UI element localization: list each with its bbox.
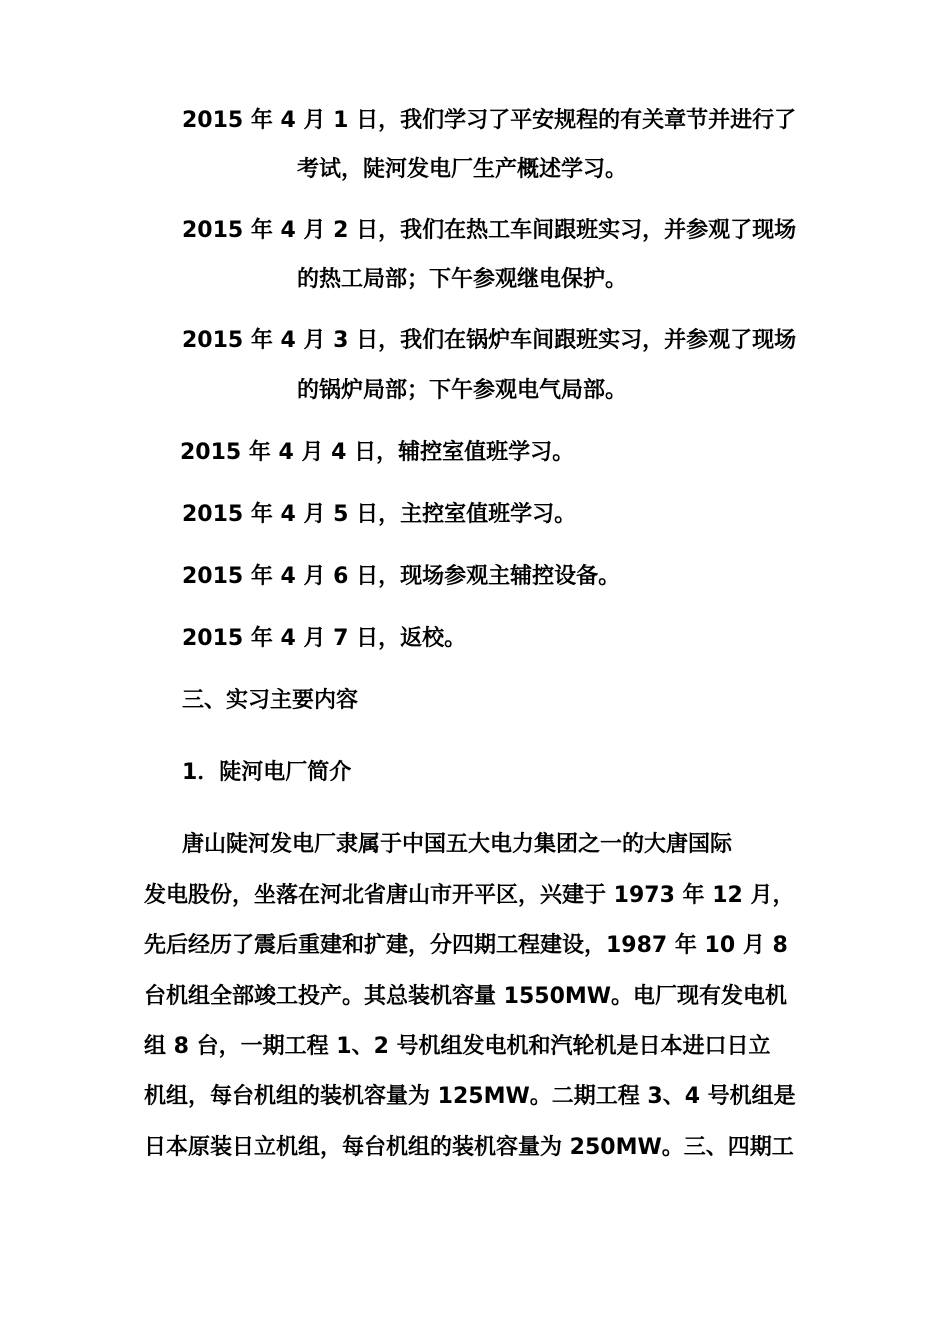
paragraph-line-3: 先后经历了震后重建和扩建，分四期工程建设，1987 年 10 月 8 — [144, 933, 788, 958]
schedule-entry-1-line-1: 2015 年 4 月 1 日，我们学习了平安规程的有关章节并进行了 — [182, 108, 797, 133]
schedule-entry-3-line-1: 2015 年 4 月 3 日，我们在锅炉车间跟班实习，并参观了现场 — [182, 328, 797, 353]
schedule-entry-5: 2015 年 4 月 5 日，主控室值班学习。 — [182, 502, 577, 527]
schedule-entry-2-line-2: 的热工局部；下午参观继电保护。 — [297, 267, 628, 292]
paragraph-line-5: 组 8 台，一期工程 1、2 号机组发电机和汽轮机是日本进口日立 — [144, 1034, 771, 1059]
schedule-entry-7: 2015 年 4 月 7 日，返校。 — [182, 626, 467, 651]
schedule-entry-1-line-2: 考试，陡河发电厂生产概述学习。 — [297, 157, 628, 182]
paragraph-line-4: 台机组全部竣工投产。其总装机容量 1550MW。电厂现有发电机 — [144, 984, 788, 1009]
schedule-entry-3-line-2: 的锅炉局部；下午参观电气局部。 — [297, 378, 628, 403]
subsection-heading: 1．陡河电厂简介 — [182, 760, 352, 785]
paragraph-line-2: 发电股份，坐落在河北省唐山市开平区，兴建于 1973 年 12 月， — [144, 883, 795, 908]
paragraph-line-6: 机组，每台机组的装机容量为 125MW。二期工程 3、4 号机组是 — [144, 1084, 796, 1109]
schedule-entry-6: 2015 年 4 月 6 日，现场参观主辅控设备。 — [182, 564, 621, 589]
paragraph-line-1: 唐山陡河发电厂隶属于中国五大电力集团之一的大唐国际 — [182, 832, 733, 857]
schedule-entry-2-line-1: 2015 年 4 月 2 日，我们在热工车间跟班实习，并参观了现场 — [182, 218, 797, 243]
schedule-entry-4: 2015 年 4 月 4 日，辅控室值班学习。 — [180, 440, 575, 465]
paragraph-line-7: 日本原装日立机组，每台机组的装机容量为 250MW。三、四期工 — [144, 1135, 794, 1160]
section-heading: 三、实习主要内容 — [182, 688, 359, 713]
